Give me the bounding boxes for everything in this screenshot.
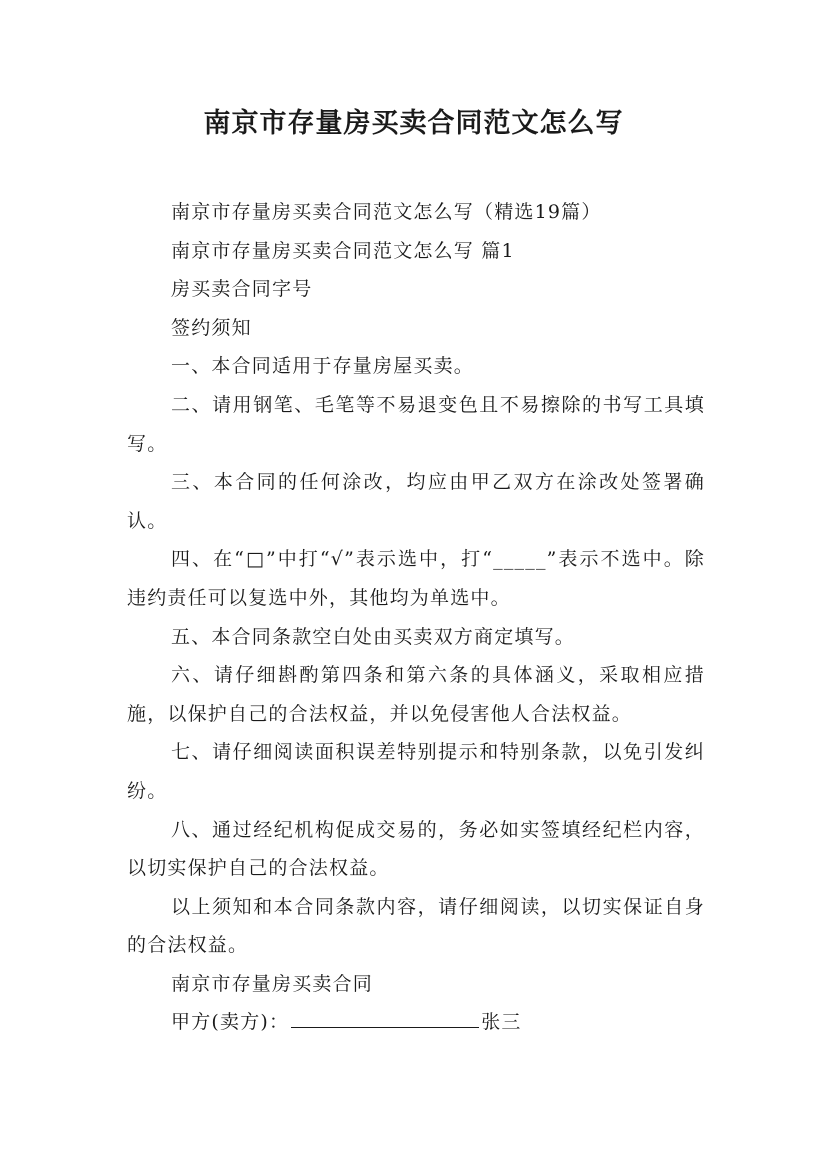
paragraph-notice-closing: 以上须知和本合同条款内容，请仔细阅读，以切实保证自身的合法权益。 [127,895,705,957]
paragraph-notice-4: 四、在“□”中打“√”表示选中，打“_____”表示不选中。除违约责任可以复选中外，其他均为单选中。 [127,548,705,609]
paragraph-notice-1: 一、本合同适用于存量房屋买卖。 [171,355,475,378]
paragraph-section-heading: 南京市存量房买卖合同范文怎么写 篇1 [171,239,515,262]
paragraph-contract-number: 房买卖合同字号 [171,278,313,301]
paragraph-notice-3: 三、本合同的任何涂改，均应由甲乙双方在涂改处签署确认。 [127,471,705,532]
document-body [127,193,705,1042]
paragraph-notice-heading: 签约须知 [171,316,252,339]
paragraph-notice-5: 五、本合同条款空白处由买卖双方商定填写。 [171,625,576,648]
paragraph-notice-8: 八、通过经纪机构促成交易的，务必如实签填经纪栏内容，以切实保护自己的合法权益。 [127,818,705,880]
paragraph-notice-7: 七、请仔细阅读面积误差特别提示和特别条款，以免引发纠纷。 [127,741,705,802]
paragraph-subtitle: 南京市存量房买卖合同范文怎么写（精选19篇） [171,201,602,223]
paragraph-contract-title: 南京市存量房买卖合同 [171,972,374,995]
party-a-value: 张三 [481,1011,522,1034]
paragraph-notice-6: 六、请仔细斟酌第四条和第六条的具体涵义，采取相应措施，以保护自己的合法权益，并以免侵害他人合法权益。 [127,664,705,725]
party-a-line [127,1003,705,1042]
party-a-blank-line [291,1005,479,1028]
document-title: 南京市存量房买卖合同范文怎么写 [203,108,624,139]
party-a-label: 甲方(卖方)： [171,1011,290,1034]
paragraph-notice-2: 二、请用钢笔、毛笔等不易退变色且不易擦除的书写工具填写。 [127,393,705,455]
